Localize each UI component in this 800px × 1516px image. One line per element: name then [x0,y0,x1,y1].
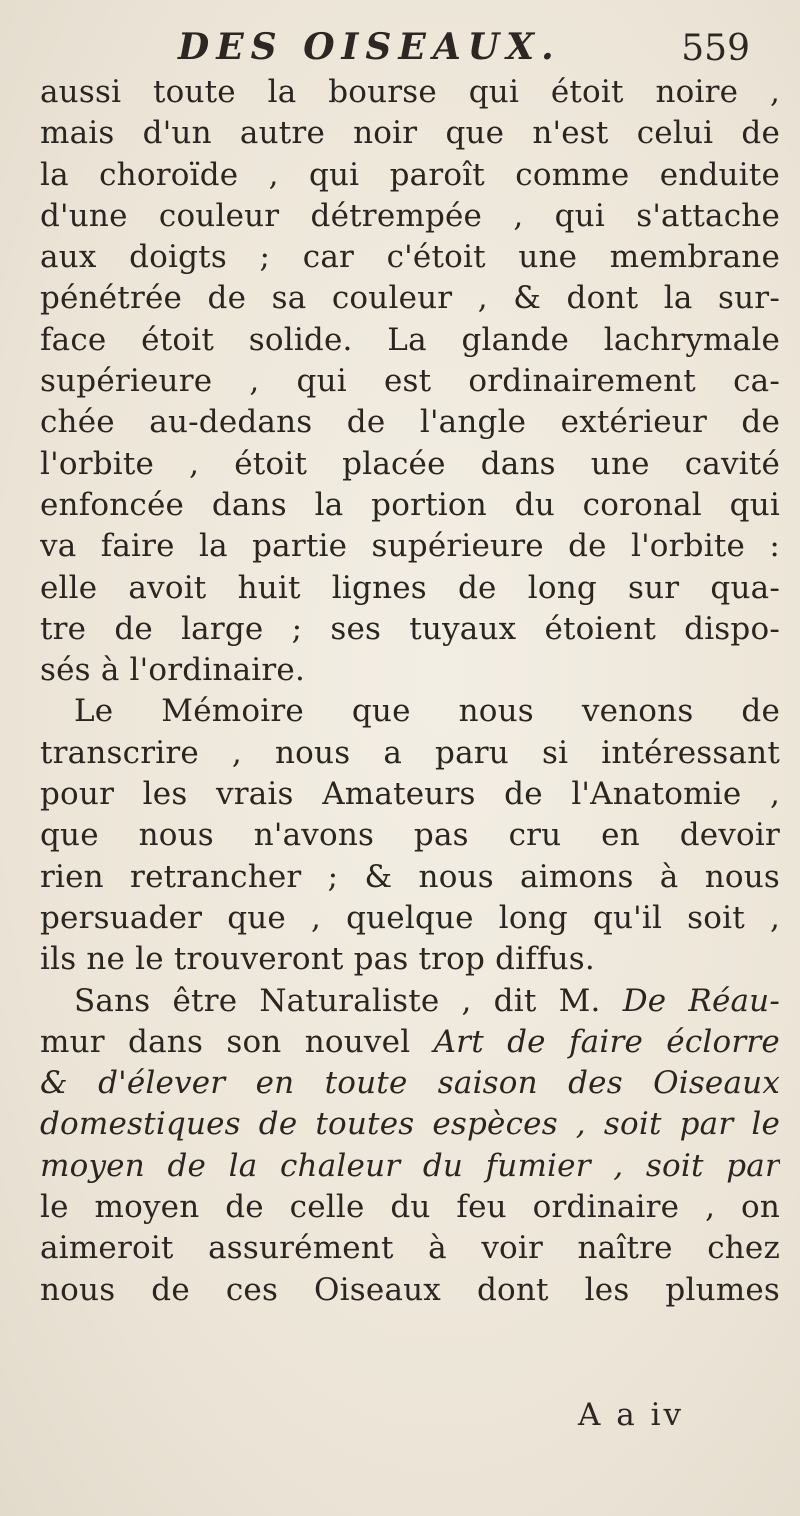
text-line: transcrire , nous a paru si intéressant [40,734,780,771]
text-line: nous de ces Oiseaux dont les plumes [40,1271,780,1308]
text-line: moyen de la chaleur du fumier , soit par [40,1147,780,1184]
text-line: persuader que , quelque long qu'il soit , [40,899,780,936]
text-line: le moyen de celle du feu ordinaire , on [40,1189,780,1226]
text-line: rien retrancher ; & nous aimons à nous [40,858,780,895]
text-line: & d'élever en toute saison des Oiseaux [40,1065,780,1102]
text-fragment: mur dans son nouvel [40,1023,411,1060]
signature-mark: A a iv [578,1397,685,1433]
author-name-italic: De Réau- [622,982,780,1019]
text-line: pour les vrais Amateurs de l'Anatomie , [40,776,780,813]
text-line-with-italic [40,981,780,1022]
text-line: chée au-dedans de l'angle extérieur de [40,404,780,441]
text-line: ils ne le trouveront pas trop diffus. [40,941,595,978]
text-fragment: Sans être Naturaliste , dit M. [74,982,601,1019]
text-line: domestiques de toutes espèces , soit par le [40,1106,780,1143]
body-text [40,72,780,1311]
text-line: face étoit solide. La glande lachrymale [40,321,780,358]
running-title: DES OISEAUX. [178,26,561,68]
text-line: pénétrée de sa couleur , & dont la sur- [40,280,780,317]
text-line: va faire la partie supérieure de l'orbite : [40,528,780,565]
text-line: la choroïde , qui paroît comme enduite [40,156,780,193]
text-line: enfoncée dans la portion du coronal qui [40,486,780,523]
page-header [178,16,778,76]
text-line: mais d'un autre noir que n'est celui de [40,115,780,152]
text-line: aussi toute la bourse qui étoit noire , [40,74,780,110]
text-line: elle avoit huit lignes de long sur qua- [40,569,780,606]
text-line: tre de large ; ses tuyaux étoient dispo- [40,610,780,647]
text-line-with-italic [40,1022,780,1063]
text-line: supérieure , qui est ordinairement ca- [40,363,780,400]
text-line: aux doigts ; car c'étoit une membrane [40,239,780,276]
text-line: d'une couleur détrempée , qui s'attache [40,197,780,234]
page-number: 559 [681,28,750,69]
text-line: aimeroit assurément à voir naître chez [40,1230,780,1267]
text-line: Le Mémoire que nous venons de [74,693,780,730]
book-title-italic: Art de faire éclorre [433,1023,780,1060]
text-line: sés à l'ordinaire. [40,652,306,689]
text-line: que nous n'avons pas cru en devoir [40,817,780,854]
text-line: l'orbite , étoit placée dans une cavité [40,445,780,482]
